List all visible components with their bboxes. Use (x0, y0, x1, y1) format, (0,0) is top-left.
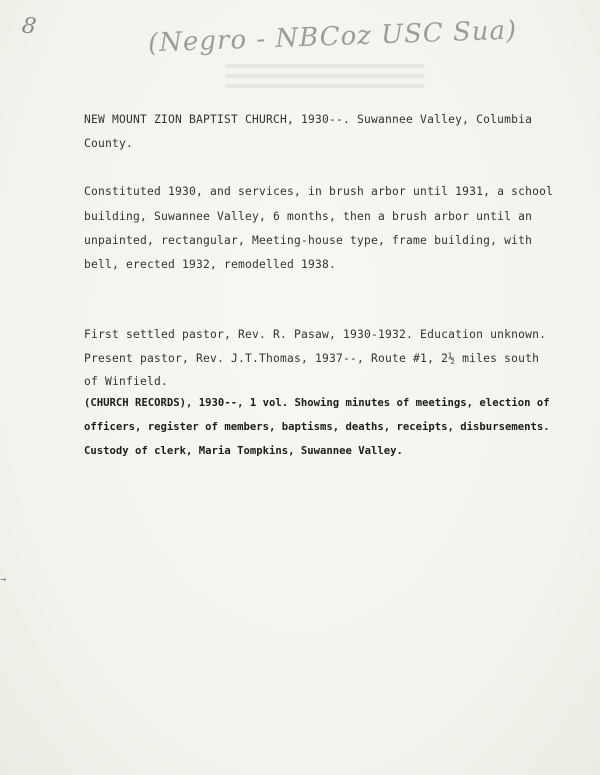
church-heading-line-1: NEW MOUNT ZION BAPTIST CHURCH, 1930--. Suwannee Valley, Columbia (84, 113, 533, 126)
records-line-3: Custody of clerk, Maria Tompkins, Suwannee Valley. (84, 445, 403, 457)
church-heading-line-2: County. (84, 137, 134, 150)
history-line-4: bell, erected 1932, remodelled 1938. (84, 258, 337, 271)
records-line-2: officers, register of members, baptisms, deaths, receipts, disbursements. (84, 421, 550, 433)
pastor-line-2: Present pastor, Rev. J.T.Thomas, 1937--, Route #1, 2½ miles south (84, 352, 540, 365)
pastor-line-1: First settled pastor, Rev. R. Pasaw, 1930-1932. Education unknown. (84, 328, 547, 341)
history-line-2: building, Suwannee Valley, 6 months, then a brush arbor until an (84, 210, 533, 223)
pastor-line-3: of Winfield. (84, 375, 169, 388)
bleed-through-text (225, 58, 425, 94)
records-line-1: (CHURCH RECORDS), 1930--, 1 vol. Showing minutes of meetings, election of (84, 397, 550, 409)
handwritten-annotation: (Negro - NBCoz USC Sua) (147, 15, 518, 59)
margin-arrow-mark: → (0, 574, 7, 585)
history-line-1: Constituted 1930, and services, in brush arbor until 1931, a school (84, 185, 554, 198)
corner-handwritten-mark: 8 (20, 13, 38, 40)
history-line-3: unpainted, rectangular, Meeting-house type, frame building, with (84, 234, 533, 247)
